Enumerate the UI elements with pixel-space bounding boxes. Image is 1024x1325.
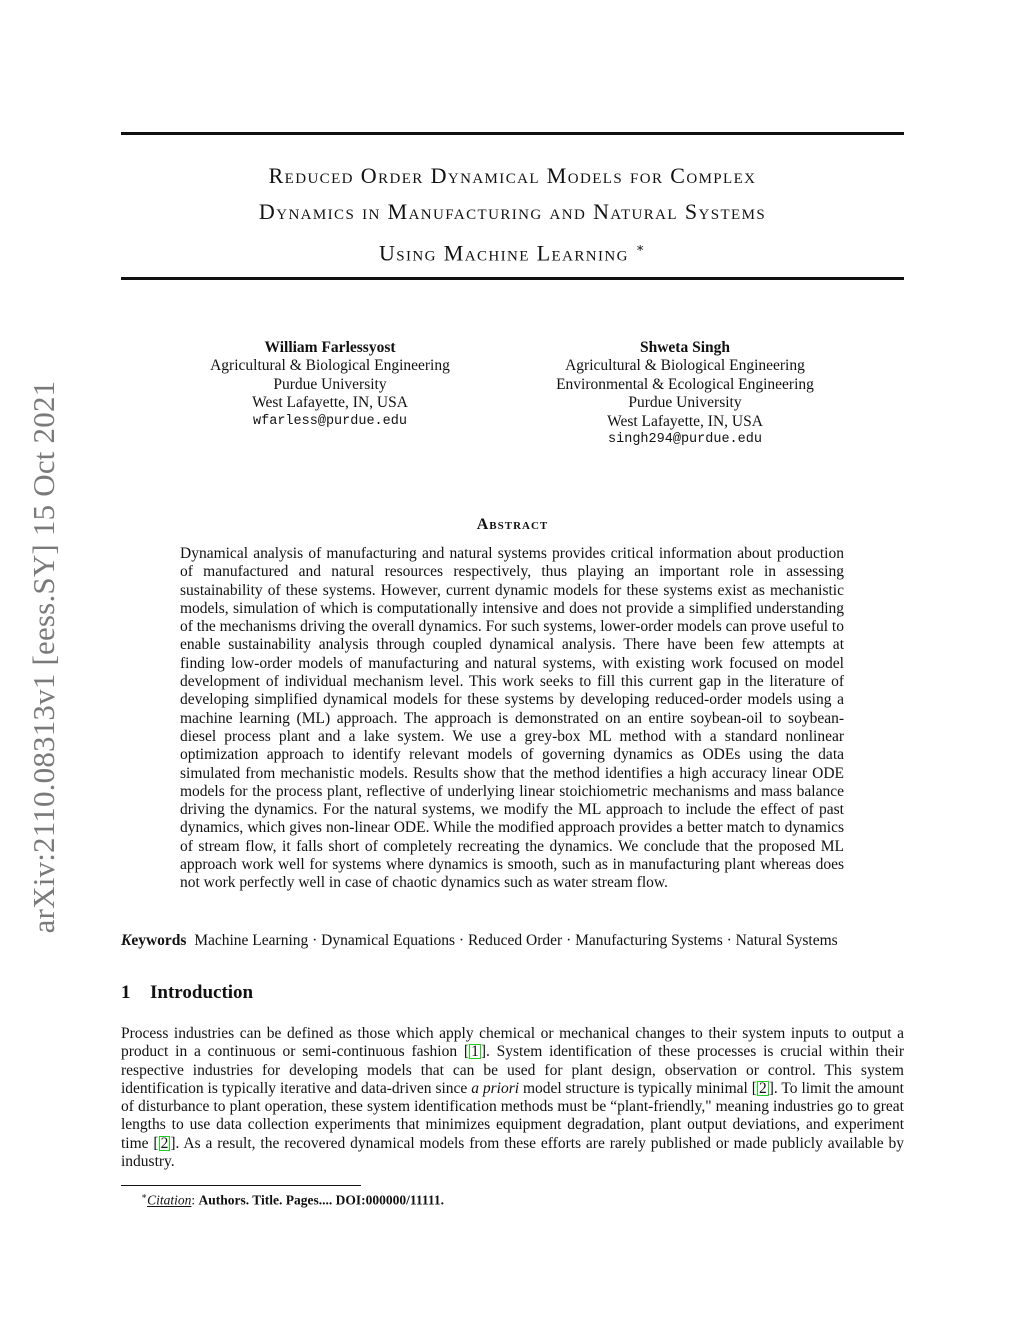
citation-ref[interactable]: 1	[471, 1043, 479, 1061]
author-block-2	[530, 339, 840, 449]
author-name: William Farlessyost	[264, 339, 396, 356]
author-affiliation: Purdue University	[273, 375, 387, 393]
footnote-colon: :	[191, 1192, 199, 1208]
author-block-1	[190, 339, 470, 431]
title-line-1: Reduced Order Dynamical Models for Complex	[268, 163, 757, 188]
author-email: wfarless@purdue.edu	[253, 413, 407, 429]
intro-paragraph	[121, 1025, 904, 1171]
title-line-3-text: Using Machine Learning	[379, 240, 629, 266]
citation-ref[interactable]: 2	[758, 1079, 767, 1097]
keywords-list: Machine Learning · Dynamical Equations · Reduced Order · Manufacturing Systems · Natural Systems	[194, 932, 838, 949]
section-title: Introduction	[150, 982, 254, 1003]
footnote	[141, 1191, 444, 1209]
title-bottom-rule	[121, 277, 904, 280]
intro-text: . System identification of these processes is crucial within their respective industries for developing models that can be used for plant design, observation or control. This system identification is typically iterative and data-driven since	[121, 1043, 904, 1097]
title-line-2: Dynamics in Manufacturing and Natural Systems	[258, 199, 767, 224]
abstract-heading: Abstract	[476, 516, 549, 533]
citation-link[interactable]: [ 1 ]	[463, 1043, 486, 1061]
keywords-label-first: K	[121, 932, 132, 949]
intro-text: . To limit the amount of disturbance to plant operation, these system identification methods must be “plant-friendly," meaning industries go to great lengths to use data collection experiments that minimizes equipment degradation, plant output deviations, and experiment time	[121, 1079, 904, 1152]
keywords-label	[121, 932, 186, 949]
citation-link[interactable]: [ 2 ]	[751, 1079, 774, 1097]
author-affiliation: West Lafayette, IN, USA	[252, 394, 408, 412]
footnote-text: Authors. Title. Pages.... DOI:000000/11111.	[198, 1192, 445, 1208]
citation-link[interactable]: [ 2 ]	[153, 1134, 176, 1152]
keywords-label-rest: eywords	[131, 932, 187, 949]
keywords-line	[121, 932, 911, 950]
footnote-label: Citation	[147, 1192, 192, 1208]
author-affiliation: Agricultural & Biological Engineering	[565, 357, 805, 375]
author-affiliation: West Lafayette, IN, USA	[607, 412, 763, 430]
arxiv-identifier: arXiv:2110.08313v1 [eess.SY] 15 Oct 2021	[26, 380, 61, 934]
intro-text: Process industries can be defined as those which apply chemical or mechanical changes to their system inputs to output a product in a continuous or semi-continuous fashion	[121, 1025, 904, 1061]
paper-title	[121, 158, 904, 271]
section-number: 1	[121, 982, 131, 1003]
footnote-mark: ∗	[141, 1191, 148, 1201]
intro-text: model structure is typically minimal	[519, 1079, 752, 1097]
author-affiliation: Environmental & Ecological Engineering	[556, 375, 814, 393]
title-top-rule	[121, 132, 904, 135]
title-footnote-mark: ∗	[635, 240, 646, 255]
intro-text: . As a result, the recovered dynamical models from these efforts are rarely published or made publicly available by industry.	[121, 1134, 904, 1171]
author-affiliation: Agricultural & Biological Engineering	[210, 357, 450, 375]
author-name: Shweta Singh	[639, 339, 731, 356]
section-heading	[121, 982, 253, 1004]
citation-ref[interactable]: 2	[160, 1134, 169, 1152]
title-line-3	[121, 230, 904, 271]
footnote-rule	[121, 1185, 361, 1186]
abstract-body: Dynamical analysis of manufacturing and natural systems provides critical information about production of manufactured and natural resources respectively, thus playing an important role in assessing sustainability of these systems. However, current dynamic models for these systems exist as mechanistic models, simulation of which is computationally intensive and does not provide a simplified understanding of the mechanisms driving the overall dynamics. For such systems, lower-order models can prove useful to enable sustainability analysis through coupled dynamical analysis. There have been few attempts at finding low-order models of manufacturing and natural systems, with existing work focused on model development of individual mechanism level. This work seeks to fill this current gap in the literature of developing simplified dynamical models for these systems by developing reduced-order models using a machine learning (ML) approach. The approach is demonstrated on an entire soybean-oil to soybean-diesel process plant and a lake system. We use a grey-box ML method with a standard nonlinear optimization approach to identify relevant models of governing dynamics as ODEs using the data simulated from mechanistic models. Results show that the method identifies a high accuracy linear ODE models for the process plant, reflective of underlying linear stoichiometric mechanisms and mass balance driving the dynamics. For the natural systems, we modify the ML approach to include the effect of past dynamics, which gives non-linear ODE. While the modified approach provides a better match to dynamics of stream flow, it falls short of completely recreating the dynamics. We conclude that the proposed ML approach work well for systems where dynamics is smooth, such as in manufacturing plant whereas does not work perfectly well in case of chaotic dynamics such as water stream flow.	[180, 545, 844, 892]
intro-emphasis: a priori	[471, 1079, 520, 1097]
author-affiliation: Purdue University	[628, 394, 742, 412]
author-email: singh294@purdue.edu	[608, 432, 762, 448]
